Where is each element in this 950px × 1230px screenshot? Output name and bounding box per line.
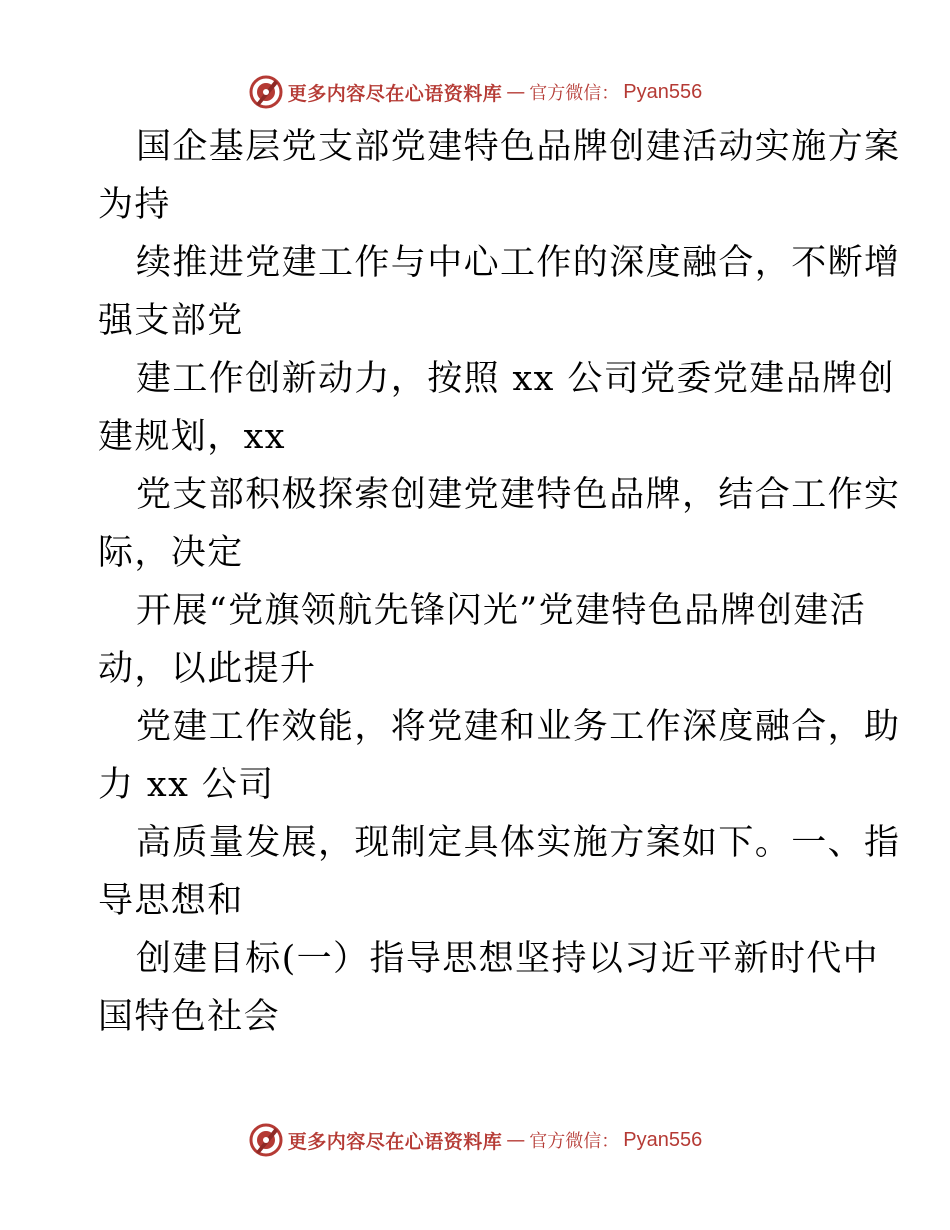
watermark-wechat-label: 官方微信： bbox=[529, 83, 620, 104]
watermark-wechat-label: 官方微信： bbox=[529, 1131, 620, 1152]
watermark-account: Pyan556 bbox=[623, 1128, 703, 1151]
watermark-site-name: 更多内容尽在心语资料库 bbox=[287, 1130, 503, 1153]
red-pen-circle-icon bbox=[248, 1122, 284, 1158]
text-line: 国企基层党支部党建特色品牌创建活动实施方案 bbox=[136, 127, 901, 167]
watermark-site-name: 更多内容尽在心语资料库 bbox=[287, 82, 503, 105]
red-pen-circle-icon bbox=[248, 74, 284, 110]
text-line: 党建工作效能，将党建和业务工作深度融合，助 bbox=[136, 707, 901, 747]
text-line: 强支部党 bbox=[98, 301, 244, 341]
document-body bbox=[98, 118, 901, 1046]
text-line: 力 xx 公司 bbox=[98, 765, 275, 805]
text-line: 导思想和 bbox=[98, 881, 244, 921]
watermark-dash: — bbox=[506, 81, 526, 103]
header-watermark bbox=[0, 70, 950, 114]
text-line: 为持 bbox=[98, 185, 171, 225]
text-line: 续推进党建工作与中心工作的深度融合，不断增 bbox=[136, 243, 901, 283]
text-line: 开展“党旗领航先锋闪光”党建特色品牌创建活 bbox=[136, 591, 867, 631]
footer-watermark bbox=[0, 1118, 950, 1162]
watermark-account: Pyan556 bbox=[623, 80, 703, 103]
text-line: 国特色社会 bbox=[98, 997, 281, 1037]
watermark-dash: — bbox=[506, 1129, 526, 1151]
text-line: 党支部积极探索创建党建特色品牌，结合工作实 bbox=[136, 475, 901, 515]
text-line: 高质量发展，现制定具体实施方案如下。一、指 bbox=[136, 823, 901, 863]
text-line: 建规划，xx bbox=[98, 417, 286, 457]
text-line: 创建目标(一）指导思想坚持以习近平新时代中 bbox=[136, 939, 880, 979]
text-line: 际，决定 bbox=[98, 533, 244, 573]
text-line: 建工作创新动力，按照 xx 公司党委党建品牌创 bbox=[136, 359, 895, 399]
text-line: 动，以此提升 bbox=[98, 649, 317, 689]
